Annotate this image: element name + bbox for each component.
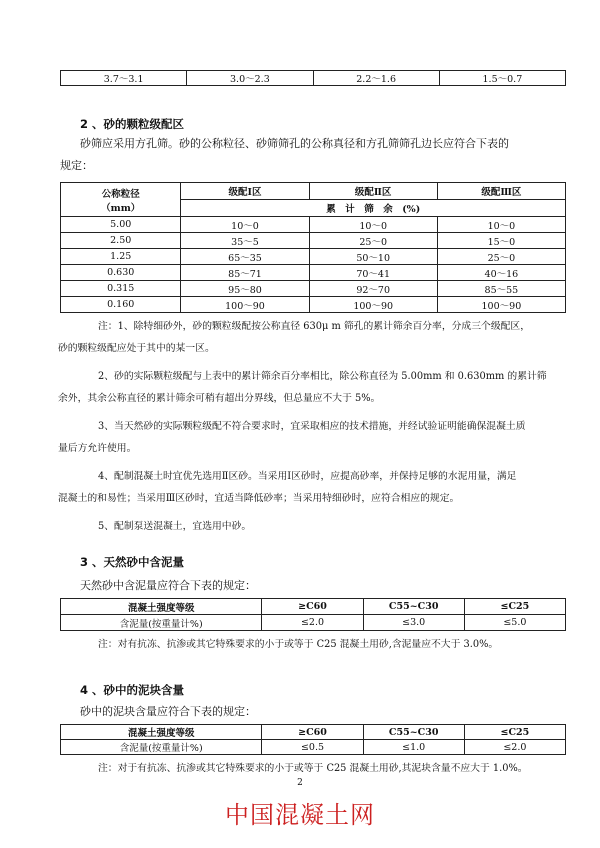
table-row xyxy=(61,297,566,313)
note-line: 余外，其余公称直径的累计筛余可稍有超出分界线，但总量应不大于 5%。 xyxy=(58,393,381,404)
section-heading-clay-lumps: 4 、砂中的泥块含量 xyxy=(80,683,185,697)
table-header-row xyxy=(61,183,566,200)
table-cell: 85～71 xyxy=(181,265,309,281)
table-header-cell: ≥C60 xyxy=(262,725,363,740)
table-cell: 3.7～3.1 xyxy=(61,71,187,86)
header-zone-3: 级配Ⅲ区 xyxy=(437,183,565,200)
clay-lumps-note xyxy=(78,758,578,780)
note-line: 混凝土的和易性；当采用Ⅲ区砂时，宜适当降低砂率；当采用特细砂时，应符合相应的规定。 xyxy=(58,493,460,504)
table-cell: 15～0 xyxy=(437,233,565,249)
grading-table xyxy=(60,182,566,313)
table-header-cell: C55~C30 xyxy=(363,599,464,615)
table-header-cell: ≤C25 xyxy=(464,725,565,740)
table-cell: 含泥量(按重量计%) xyxy=(61,615,262,631)
paragraph-line: 天然砂中含泥量应符合下表的规定： xyxy=(80,579,256,592)
note-line: 2、砂的实际颗粒级配与上表中的累计筛余百分率相比，除公称直径为 5.00mm 和 0.630mm 的累计筛 xyxy=(98,371,547,382)
table-cell: 5.00 xyxy=(61,217,181,233)
table-cell: 100～90 xyxy=(437,297,565,313)
table-cell: 3.0～2.3 xyxy=(187,71,313,86)
page-number: 2 xyxy=(297,778,303,788)
table-header-cell: ≥C60 xyxy=(262,599,363,615)
table-header-cell: 混凝土强度等级 xyxy=(61,599,262,615)
table-cell: 0.315 xyxy=(61,281,181,297)
table-cell: 1.5～0.7 xyxy=(439,71,565,86)
table-cell: 1.25 xyxy=(61,249,181,265)
note-line: 4、配制混凝土时宜优先选用Ⅱ区砂。当采用Ⅰ区砂时，应提高砂率，并保持足够的水泥用量，满足 xyxy=(98,471,517,482)
note-line: 注：对于有抗冻、抗渗或其它特殊要求的小于或等于 C25 混凝土用砂,其泥块含量不应大于 1.0%。 xyxy=(98,763,528,774)
table-cell: 0.160 xyxy=(61,297,181,313)
note-line: 3、当天然砂的实际颗粒级配不符合要求时，宜采取相应的技术措施，并经试验证明能确保混凝土质 xyxy=(98,421,526,432)
table-cell: 95～80 xyxy=(181,281,309,297)
table-cell: 50～10 xyxy=(309,249,437,265)
table-row xyxy=(61,233,566,249)
watermark-logo: 中国混凝土网 xyxy=(225,801,375,829)
table-cell: 含泥量(按重量计%) xyxy=(61,740,262,755)
table-cell: 100～90 xyxy=(309,297,437,313)
table-cell: ≤5.0 xyxy=(464,615,565,631)
note-line: 5、配制泵送混凝土，宜选用中砂。 xyxy=(98,521,252,532)
section-heading-clay-content: 3 、天然砂中含泥量 xyxy=(80,555,185,569)
table-row xyxy=(61,740,566,755)
paragraph-line: 砂筛应采用方孔筛。砂的公称粒径、砂筛筛孔的公称真径和方孔筛筛孔边长应符合下表的 xyxy=(80,137,509,150)
table-header-cell: C55~C30 xyxy=(363,725,464,740)
table-row xyxy=(61,71,566,86)
note-line: 砂的颗粒级配应处于其中的某一区。 xyxy=(58,343,215,354)
clay-lumps-table xyxy=(60,724,566,755)
table-header-cell: 混凝土强度等级 xyxy=(61,725,262,740)
table-cell: ≤2.0 xyxy=(464,740,565,755)
table-cell: 0.630 xyxy=(61,265,181,281)
clay-content-note xyxy=(78,634,578,656)
header-size xyxy=(61,183,181,217)
table-row xyxy=(61,615,566,631)
table-cell: 70～41 xyxy=(309,265,437,281)
table-cell: 25～0 xyxy=(309,233,437,249)
table-cell: 92～70 xyxy=(309,281,437,297)
table-cell: ≤2.0 xyxy=(262,615,363,631)
table-cell: 35～5 xyxy=(181,233,309,249)
table-cell: 10～0 xyxy=(437,217,565,233)
table-row xyxy=(61,249,566,265)
note-line: 量后方允许使用。 xyxy=(58,443,137,454)
table-cell: ≤0.5 xyxy=(262,740,363,755)
note-line: 注：对有抗冻、抗渗或其它特殊要求的小于或等于 C25 混凝土用砂,含泥量应不大于 3.0%。 xyxy=(98,639,499,650)
header-size-label: 公称粒径 xyxy=(101,188,140,200)
header-size-unit: （mm） xyxy=(101,202,141,214)
note-line: 注：1、除特细砂外，砂的颗粒级配按公称直径 630μ m 筛孔的累计筛余百分率，分成三个级配区， xyxy=(98,321,531,332)
clay-content-table xyxy=(60,598,566,631)
table-header-row xyxy=(61,599,566,615)
top-table xyxy=(60,70,566,86)
table-cell: 2.2～1.6 xyxy=(313,71,439,86)
table-cell: 10～0 xyxy=(181,217,309,233)
table-cell: 40～16 xyxy=(437,265,565,281)
table-header-cell: ≤C25 xyxy=(464,599,565,615)
header-zone-1: 级配Ⅰ区 xyxy=(181,183,309,200)
paragraph-line: 砂中的泥块含量应符合下表的规定： xyxy=(80,705,256,718)
paragraph-line: 规定： xyxy=(60,159,93,172)
grading-notes xyxy=(58,316,578,538)
table-cell: ≤3.0 xyxy=(363,615,464,631)
table-cell: 85～55 xyxy=(437,281,565,297)
table-cell: 65～35 xyxy=(181,249,309,265)
table-header-row xyxy=(61,725,566,740)
table-cell: 10～0 xyxy=(309,217,437,233)
table-cell: 2.50 xyxy=(61,233,181,249)
table-cell: 100～90 xyxy=(181,297,309,313)
header-zone-2: 级配Ⅱ区 xyxy=(309,183,437,200)
table-row xyxy=(61,281,566,297)
table-cell: ≤1.0 xyxy=(363,740,464,755)
header-cumulative: 累 计 筛 余 (%) xyxy=(181,200,566,217)
table-row xyxy=(61,265,566,281)
table-row xyxy=(61,217,566,233)
table-cell: 25～0 xyxy=(437,249,565,265)
section-heading-grading: 2 、砂的颗粒级配区 xyxy=(80,117,185,131)
